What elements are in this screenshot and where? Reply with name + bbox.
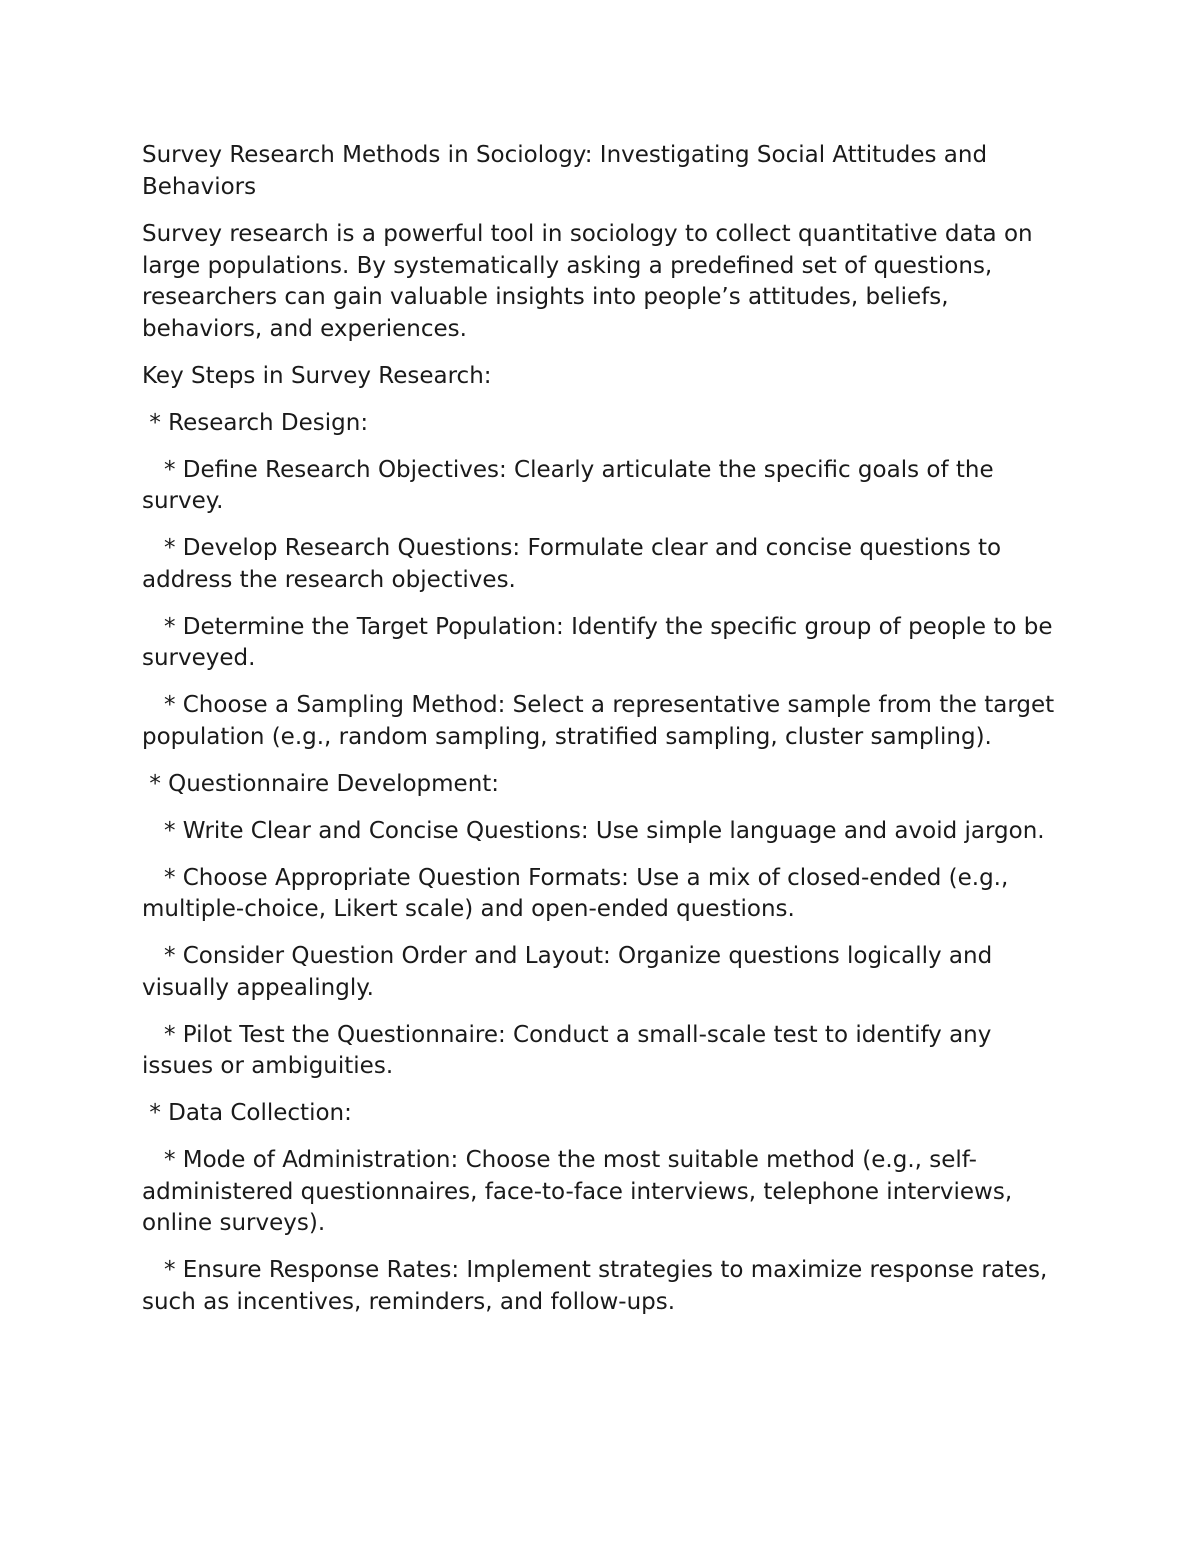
- list-item: * Develop Research Questions: Formulate clear and concise questions to address the research objectives.: [142, 535, 1009, 593]
- list-item: * Define Research Objectives: Clearly articulate the specific goals of the survey.: [142, 456, 1001, 514]
- list-item: * Write Clear and Concise Questions: Use simple language and avoid jargon.: [142, 817, 1045, 844]
- list-item: * Determine the Target Population: Identify the specific group of people to be surveyed.: [142, 613, 1060, 671]
- list-item: * Choose Appropriate Question Formats: Use a mix of closed-ended (e.g., multiple-choice, Likert scale) and open-ended questions.: [142, 864, 1016, 922]
- section-heading-research-design: * Research Design:: [142, 409, 369, 436]
- list-item: * Ensure Response Rates: Implement strategies to maximize response rates, such as incentives, reminders, and follow-ups.: [142, 1257, 1055, 1315]
- list-item: * Pilot Test the Questionnaire: Conduct a small-scale test to identify any issues or ambiguities.: [142, 1021, 999, 1079]
- key-steps-heading: Key Steps in Survey Research:: [142, 362, 492, 389]
- document-title: Survey Research Methods in Sociology: Investigating Social Attitudes and Behaviors: [142, 142, 995, 200]
- list-item: * Mode of Administration: Choose the most suitable method (e.g., self-administered questionnaires, face-to-face interviews, telephone interviews, online surveys).: [142, 1147, 1020, 1236]
- intro-paragraph: Survey research is a powerful tool in sociology to collect quantitative data on large populations. By systematically asking a predefined set of questions, researchers can gain valuable insights into people’s attitudes, beliefs, behaviors, and experiences.: [142, 221, 1040, 342]
- section-heading-data-collection: * Data Collection:: [142, 1100, 352, 1126]
- section-heading-questionnaire-development: * Questionnaire Development:: [142, 770, 500, 797]
- document-page: [142, 140, 1062, 1334]
- list-item: * Choose a Sampling Method: Select a representative sample from the target population (e.g., random sampling, stratified sampling, cluster sampling).: [142, 692, 1062, 750]
- list-item: * Consider Question Order and Layout: Organize questions logically and visually appealingly.: [142, 943, 1000, 1001]
